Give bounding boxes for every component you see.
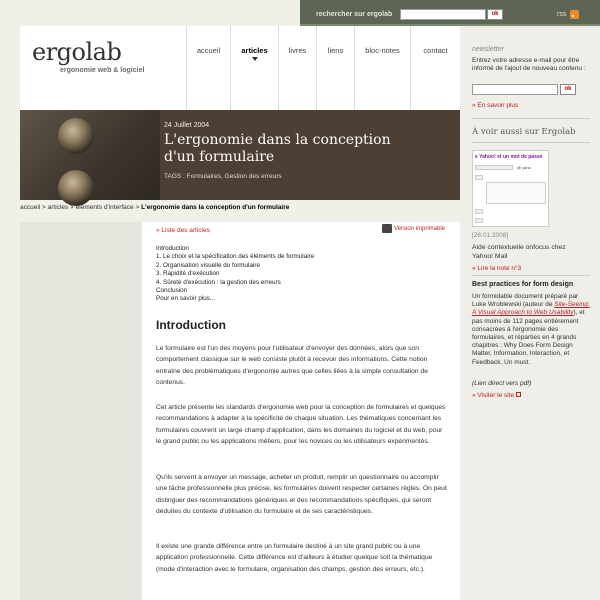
newsletter-title: newsletter — [472, 46, 504, 53]
breadcrumb-separator: > — [68, 204, 76, 211]
note-thumbnail[interactable] — [472, 150, 549, 227]
article-tags: TAGS : Formulaires, Gestion des erreurs — [164, 173, 282, 180]
nav-liens[interactable]: liens — [316, 26, 354, 110]
banner-photo — [20, 110, 160, 200]
paragraph: Cet article présente les standards d'ergonomie web pour la conception de formulaires et quelques recommandations à adapter à la spécificité de chaque situation. Les thématiques concernant les formulaires couvrent un large champ d'application, dans les domaines du logiciel et du web, pour le grand public ou les applications métiers, pour les novices ou les utilisateurs expérimentés. — [156, 404, 446, 445]
thumbnail-title: e Yahoo! et un mot de passe — [475, 154, 543, 160]
search-label: rechercher sur ergolab — [316, 11, 393, 18]
site-header — [20, 26, 460, 110]
note-date: [28.01.2008] — [472, 232, 509, 239]
newsletter-email-input[interactable] — [472, 84, 558, 95]
toc-item[interactable]: Introduction — [156, 245, 189, 252]
section-heading: Introduction — [156, 318, 226, 332]
main-nav — [186, 26, 460, 110]
print-version-link[interactable]: Version imprimable — [394, 226, 446, 232]
site-tagline: ergonomie web & logiciel — [60, 67, 145, 74]
article-banner — [20, 110, 460, 200]
top-bar — [0, 0, 600, 26]
right-sidebar — [460, 26, 600, 600]
knob-image — [58, 170, 94, 206]
newsletter-more-link[interactable]: » En savoir plus — [472, 102, 519, 109]
search-input[interactable] — [400, 9, 486, 20]
nav-articles[interactable]: articles — [230, 26, 278, 110]
rss-icon[interactable] — [570, 10, 579, 19]
thumbnail-tooltip — [486, 182, 546, 204]
paragraph: Il existe une grande différence entre un formulaire destiné à un site grand public ou à une application professionnelle. Cette différence est d'ailleurs à étudier quelque soit la thématique (mode d'interaction avec le formulaire, organisation des champs, gestion des erreurs, etc.). — [156, 543, 433, 573]
nav-bloc-notes[interactable]: bloc-notes — [354, 26, 410, 110]
article-date: 24 Juillet 2004 — [164, 122, 210, 129]
left-column — [20, 222, 142, 600]
table-of-contents — [156, 245, 314, 304]
newsletter-ok-button[interactable]: ok — [560, 84, 576, 95]
divider — [472, 275, 590, 276]
divider — [472, 142, 590, 143]
thumbnail-field — [475, 175, 483, 180]
site-logo[interactable]: ergolab — [32, 38, 122, 66]
toc-item[interactable]: 3. Rapidité d'exécution — [156, 270, 220, 278]
rss-link[interactable]: rss — [557, 11, 567, 18]
paragraph: Qu'ils servent à envoyer un message, acheter un produit, remplir un questionnaire ou accomplir une tâche professionnelle plus précise, les formulaires doivent respecter certaines règles. On peut distinguer des recommandations génériques et des recommandations spécifiques, qui seront déduites du contexte d'utilisation du formulaire et de ses caractéristiques. — [156, 474, 447, 515]
search-ok-button[interactable]: ok — [487, 9, 503, 20]
toc-item[interactable]: Pour en savoir plus... — [156, 295, 216, 303]
toc-item[interactable]: 4. Sûreté d'exécution : la gestion des erreurs — [156, 278, 281, 286]
read-note-link[interactable]: » Lire la note n°3 — [472, 265, 522, 272]
toc-item[interactable]: 1. Le choix et la spécification des éléments de formulaire — [156, 253, 315, 261]
breadcrumb-separator: > — [40, 204, 48, 211]
nav-accueil[interactable]: accueil — [186, 26, 230, 110]
thumbnail-field — [475, 165, 513, 170]
book-description — [472, 293, 590, 367]
breadcrumb-accueil[interactable]: accueil — [20, 204, 41, 211]
external-link-icon — [516, 392, 521, 397]
printer-icon[interactable] — [382, 224, 392, 233]
breadcrumb-elements[interactable]: éléments d'interface — [75, 204, 134, 211]
book-text: Un formidable document préparé par Luke Wroblewski (auteur de — [472, 293, 579, 309]
toc-item[interactable]: 2. Organisation visuelle du formulaire — [156, 261, 260, 269]
paragraph: Le formulaire est l'un des moyens pour l'utilisateur d'envoyer des données, alors que son comportement classique sur le web consiste plutôt à recevoir des informations. Cette notion entraîne des problématiques d'ergonomie autres que celles liées à la simple consultation de contenus. — [156, 345, 428, 386]
breadcrumb-separator: > — [133, 204, 142, 211]
thumbnail-field — [475, 218, 483, 223]
nav-livres[interactable]: livres — [278, 26, 316, 110]
breadcrumb — [20, 204, 289, 211]
book-text: ), et pas moins de 112 pages entièrement consacrées à l'ergonomie des formulaires, et réparties en 4 grands chapitres : Why Does Form Design Matter, Information, Interaction, et Feedback. Un must. — [472, 309, 585, 366]
divider — [472, 118, 590, 119]
pdf-note: (Lien direct vers pdf) — [472, 380, 532, 387]
nav-contact[interactable]: contact — [410, 26, 460, 110]
article-title: L'ergonomie dans la conception d'un formulaire — [164, 132, 391, 165]
thumbnail-field — [475, 209, 483, 214]
articles-list-link[interactable]: « Liste des articles — [156, 227, 210, 234]
note-description: Aide contextuelle onfocus chez Yahoo! Mail — [472, 244, 566, 260]
visit-site-label: » Visiter le site — [472, 392, 515, 399]
newsletter-text: Entrez votre adresse e-mail pour être informé de l'ajout de nouveau contenu : — [472, 57, 586, 72]
visit-site-link[interactable] — [472, 392, 521, 399]
see-also-heading: À voir aussi sur Ergolab — [472, 127, 576, 137]
book-title: Best practices for form design — [472, 281, 574, 288]
thumbnail-domain: @ yaho — [517, 165, 531, 170]
knob-image — [58, 118, 94, 154]
article-content — [142, 222, 460, 600]
book-link[interactable]: Site-Seeing: A Visual Approach to Web Usability — [472, 301, 590, 317]
toc-item[interactable]: Conclusion — [156, 287, 188, 295]
breadcrumb-current: L'ergonomie dans la conception d'un formulaire — [141, 204, 290, 211]
breadcrumb-articles[interactable]: articles — [47, 204, 69, 211]
